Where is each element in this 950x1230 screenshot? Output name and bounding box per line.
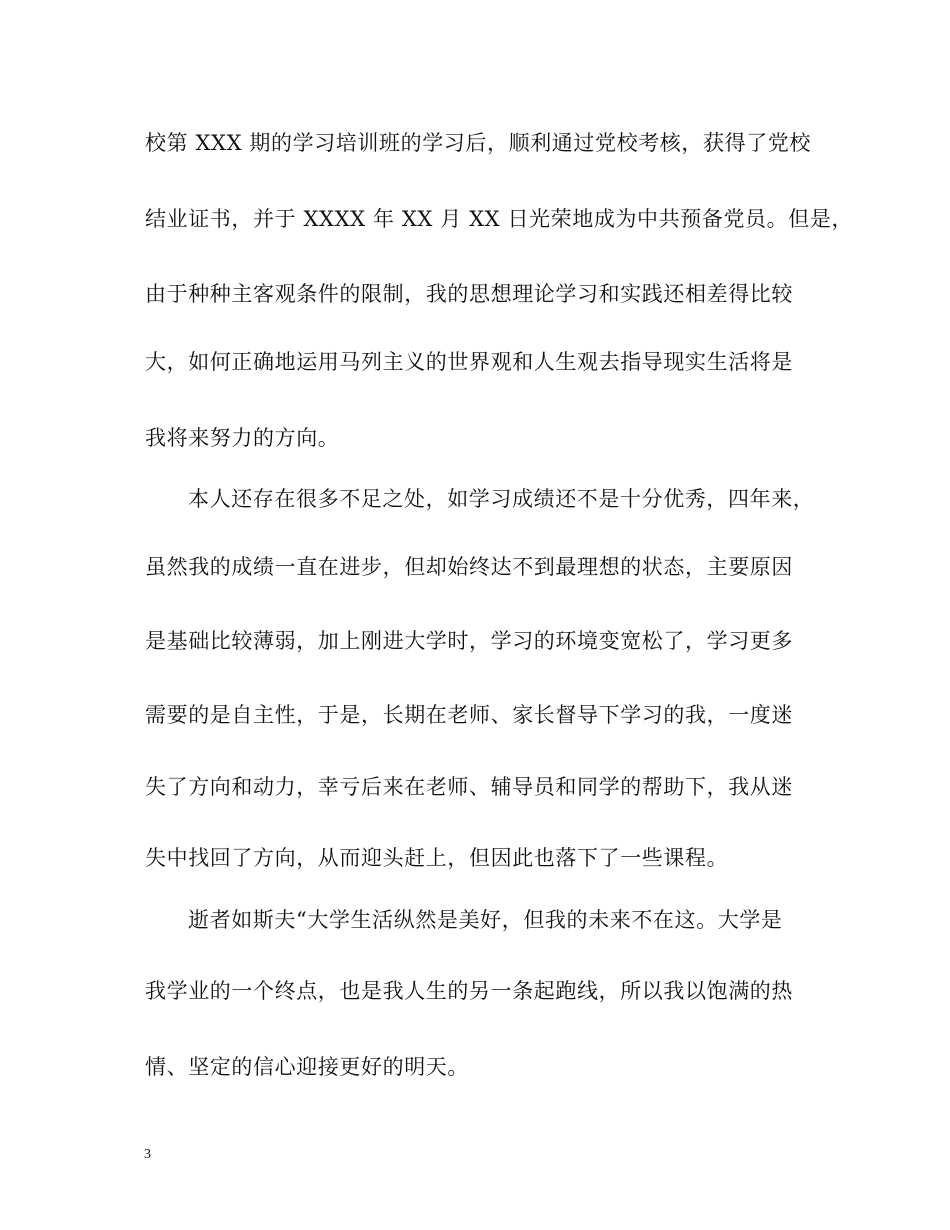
text-line: 我学业的一个终点，也是我人生的另一条起跑线，所以我以饱满的热 bbox=[145, 979, 793, 1003]
text-line: 由于种种主客观条件的限制，我的思想理论学习和实践还相差得比较 bbox=[145, 282, 793, 306]
text-line: 是基础比较薄弱，加上刚进大学时，学习的环境变宽松了，学习更多 bbox=[145, 629, 793, 653]
paragraph-first-line: 逝者如斯夫“大学生活纵然是美好，但我的未来不在这。大学是 bbox=[188, 908, 783, 932]
text-line: 大，如何正确地运用马列主义的世界观和人生观去指导现实生活将是 bbox=[145, 350, 793, 374]
text-line: 我将来努力的方向。 bbox=[145, 426, 340, 450]
text-line: 结业证书，并于 XXXX 年 XX 月 XX 日光荣地成为中共预备党员。但是， bbox=[145, 207, 854, 231]
text-line: 校第 XXX 期的学习培训班的学习后，顺利通过党校考核，获得了党校 bbox=[145, 131, 811, 155]
text-line: 失中找回了方向，从而迎头赶上，但因此也落下了一些课程。 bbox=[145, 846, 729, 870]
text-line: 失了方向和动力，幸亏后来在老师、辅导员和同学的帮助下，我从迷 bbox=[145, 775, 793, 799]
page-number: 3 bbox=[144, 1147, 151, 1162]
text-line: 需要的是自主性，于是，长期在老师、家长督导下学习的我，一度迷 bbox=[145, 703, 793, 727]
paragraph-first-line: 本人还存在很多不足之处，如学习成绩还不是十分优秀，四年来， bbox=[188, 487, 815, 511]
text-line: 虽然我的成绩一直在进步，但却始终达不到最理想的状态，主要原因 bbox=[145, 555, 793, 579]
text-line: 情、坚定的信心迎接更好的明天。 bbox=[145, 1055, 469, 1079]
